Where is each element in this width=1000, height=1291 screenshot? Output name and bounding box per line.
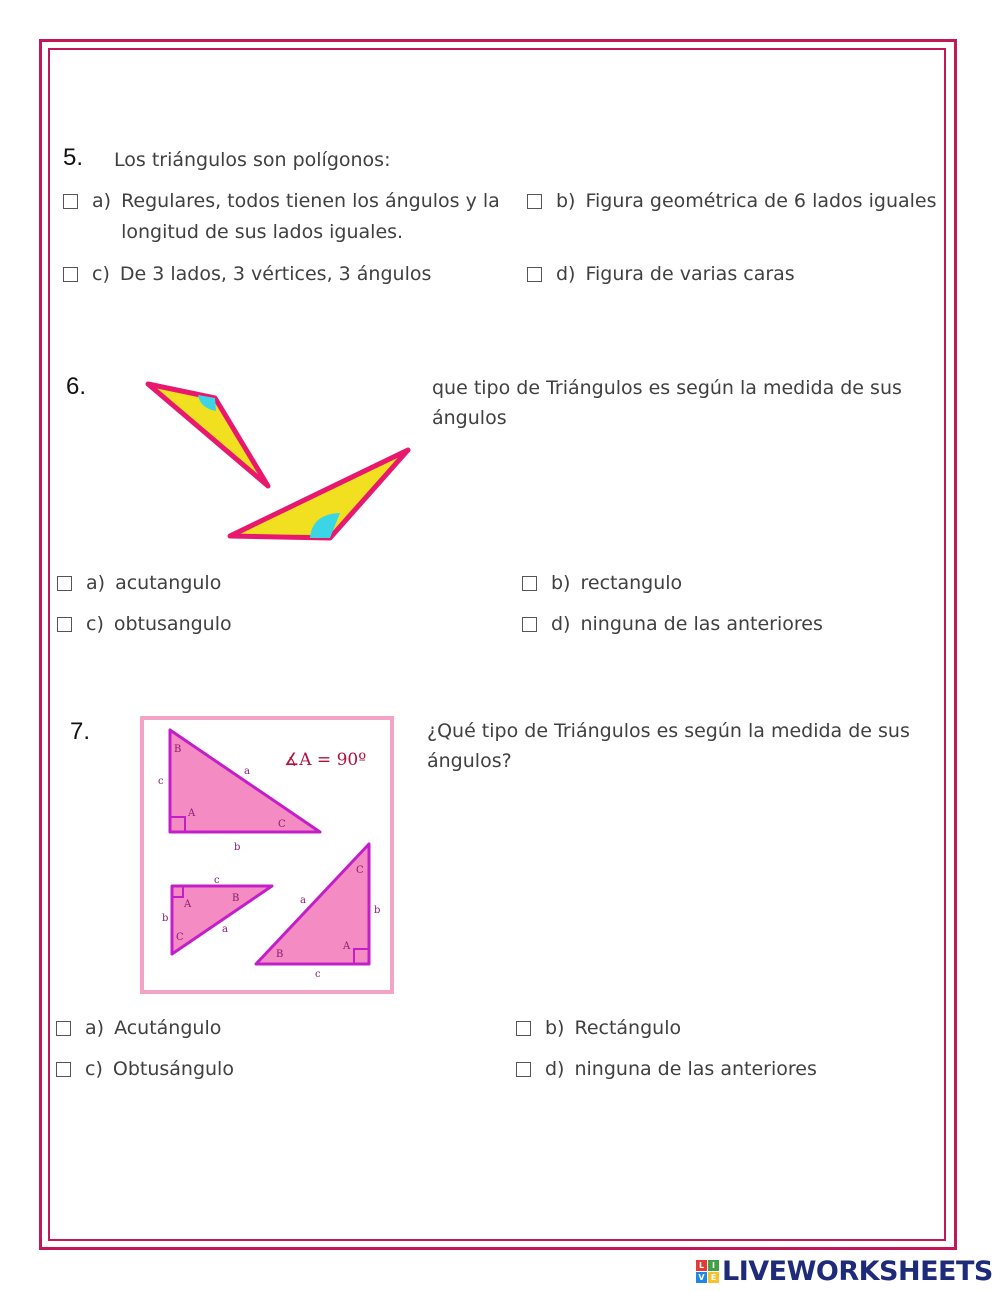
option-label: ninguna de las anteriores xyxy=(574,1058,817,1080)
logo-icon: L I V E xyxy=(696,1260,719,1283)
figure-label: B xyxy=(174,744,182,755)
option-letter: b) xyxy=(551,572,571,594)
option-label: acutangulo xyxy=(115,572,222,594)
figure-label: A xyxy=(343,941,351,952)
q6-option-a[interactable] xyxy=(57,568,221,599)
figure-label: C xyxy=(176,932,184,943)
checkbox[interactable] xyxy=(57,576,72,591)
q6-option-d[interactable] xyxy=(522,609,823,640)
q5-option-c[interactable] xyxy=(63,259,431,290)
q5-option-a[interactable] xyxy=(63,186,500,248)
checkbox[interactable] xyxy=(56,1021,71,1036)
figure-label: C xyxy=(356,865,364,876)
option-label: De 3 lados, 3 vértices, 3 ángulos xyxy=(119,263,432,285)
q5-option-d[interactable] xyxy=(527,259,795,290)
q7-right-triangles-figure xyxy=(140,716,394,994)
checkbox[interactable] xyxy=(63,267,78,282)
option-letter: d) xyxy=(545,1058,565,1080)
figure-label: b xyxy=(374,905,381,916)
figure-label: A xyxy=(184,899,192,910)
q7-option-c[interactable] xyxy=(56,1054,234,1085)
option-letter: d) xyxy=(551,613,571,635)
q6-triangles-figure xyxy=(140,378,415,553)
q7-option-d[interactable] xyxy=(516,1054,817,1085)
figure-label: b xyxy=(234,842,241,853)
figure-label: c xyxy=(214,875,220,886)
option-letter: a) xyxy=(92,190,112,212)
option-label: ninguna de las anteriores xyxy=(580,613,823,635)
figure-label: B xyxy=(276,949,284,960)
figure-label: C xyxy=(278,819,286,830)
figure-label: a xyxy=(222,924,228,935)
question-5-number: 5. xyxy=(63,144,84,171)
figure-label: c xyxy=(158,776,164,787)
option-letter: a) xyxy=(86,572,106,594)
option-label: rectangulo xyxy=(580,572,683,594)
q7-option-b[interactable] xyxy=(516,1013,681,1044)
checkbox[interactable] xyxy=(522,576,537,591)
question-6-text: que tipo de Triángulos es según la medida de sus ángulos xyxy=(432,377,902,429)
option-label: Obtusángulo xyxy=(112,1058,234,1080)
q7-option-a[interactable] xyxy=(56,1013,221,1044)
checkbox[interactable] xyxy=(63,194,78,209)
figure-label: c xyxy=(315,969,321,980)
option-label: Rectángulo xyxy=(574,1017,682,1039)
question-5-text: Los triángulos son polígonos: xyxy=(114,149,391,171)
option-letter: a) xyxy=(85,1017,105,1039)
q6-option-b[interactable] xyxy=(522,568,682,599)
checkbox[interactable] xyxy=(56,1062,71,1077)
option-letter: c) xyxy=(92,263,110,285)
checkbox[interactable] xyxy=(522,617,537,632)
figure-label: a xyxy=(300,895,306,906)
obtuse-triangle-small xyxy=(148,384,268,486)
option-letter: c) xyxy=(86,613,104,635)
logo-text: LIVEWORKSHEETS xyxy=(722,1255,993,1287)
option-label: obtusangulo xyxy=(113,613,232,635)
checkbox[interactable] xyxy=(516,1021,531,1036)
figure-label: B xyxy=(232,893,240,904)
angle-label: ∡A = 90º xyxy=(284,750,367,770)
checkbox[interactable] xyxy=(516,1062,531,1077)
checkbox[interactable] xyxy=(527,267,542,282)
option-letter: c) xyxy=(85,1058,103,1080)
option-letter: b) xyxy=(556,190,576,212)
option-label: Figura de varias caras xyxy=(585,263,795,285)
question-7-text: ¿Qué tipo de Triángulos es según la medida de sus ángulos? xyxy=(427,720,910,772)
option-label: Acutángulo xyxy=(114,1017,222,1039)
figure-label: b xyxy=(162,913,169,924)
option-label: Regulares, todos tienen los ángulos y la longitud de sus lados iguales. xyxy=(121,190,500,243)
option-letter: b) xyxy=(545,1017,565,1039)
q5-option-b[interactable] xyxy=(527,186,937,217)
option-letter: d) xyxy=(556,263,576,285)
option-label: Figura geométrica de 6 lados iguales xyxy=(585,190,937,212)
checkbox[interactable] xyxy=(527,194,542,209)
figure-label: a xyxy=(244,766,250,777)
liveworksheets-logo[interactable] xyxy=(696,1255,993,1287)
checkbox[interactable] xyxy=(57,617,72,632)
figure-label: A xyxy=(188,808,196,819)
q6-option-c[interactable] xyxy=(57,609,232,640)
question-6-number: 6. xyxy=(66,373,87,400)
question-7-number: 7. xyxy=(70,718,91,745)
